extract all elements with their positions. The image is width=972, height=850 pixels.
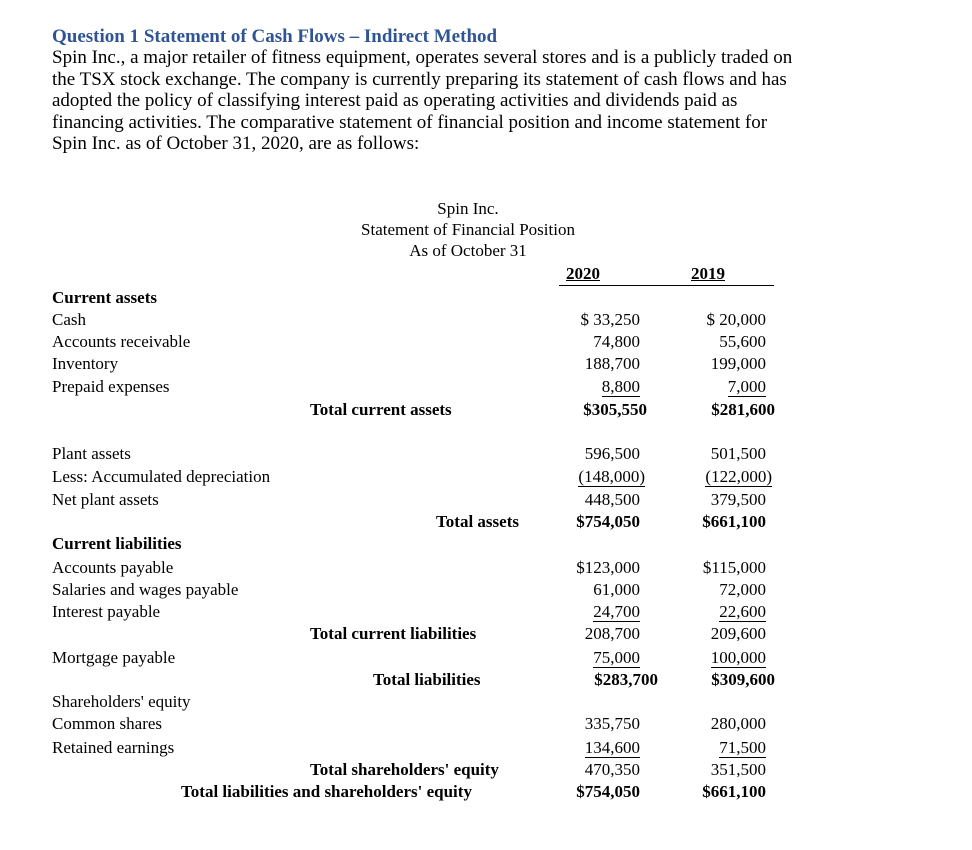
question-intro <box>52 47 932 155</box>
total-label: Total current liabilities <box>310 624 477 643</box>
total-label: Total liabilities and shareholders' equity <box>181 782 472 801</box>
value-2019 <box>672 467 772 487</box>
intro-line: Spin Inc. as of October 31, 2020, are as follows: <box>52 133 420 154</box>
value-text: 7,000 <box>727 377 766 396</box>
value-2019: $115,000 <box>702 558 766 577</box>
company-name: Spin Inc. <box>437 199 499 218</box>
total-2019: $661,100 <box>702 512 766 531</box>
value-2019: 379,500 <box>710 490 766 509</box>
row-label: Common shares <box>52 714 163 733</box>
value-text: (122,000) <box>705 467 772 486</box>
question-heading: Question 1 Statement of Cash Flows – Indirect Method <box>52 26 498 47</box>
value-text: 134,600 <box>584 738 640 757</box>
statement-date: As of October 31 <box>409 241 527 260</box>
section-header-shareholders-equity: Shareholders' equity <box>52 692 191 711</box>
value-2020: 596,500 <box>584 444 640 463</box>
total-2020: $305,550 <box>583 400 647 419</box>
total-2020: $754,050 <box>576 782 640 801</box>
row-label: Prepaid expenses <box>52 377 170 396</box>
value-2020 <box>540 738 640 758</box>
row-label: Inventory <box>52 354 119 373</box>
value-2019: 72,000 <box>719 580 766 599</box>
row-label: Net plant assets <box>52 490 159 509</box>
value-2020: 61,000 <box>593 580 640 599</box>
intro-line: the TSX stock exchange. The company is currently preparing its statement of cash flows and has <box>52 68 787 90</box>
column-header-2019: 2019 <box>691 264 725 283</box>
value-2019: $ 20,000 <box>706 310 766 329</box>
intro-line: adopted the policy of classifying interest paid as operating activities and dividends paid as <box>52 90 738 111</box>
value-text: 71,500 <box>719 738 766 757</box>
value-2020: 448,500 <box>584 490 640 509</box>
value-text: 22,600 <box>719 602 766 621</box>
intro-line: financing activities. The comparative statement of financial position and income statement for <box>52 111 768 133</box>
row-label: Accounts receivable <box>52 332 191 351</box>
row-label: Retained earnings <box>52 738 175 757</box>
row-label: Plant assets <box>52 444 131 463</box>
value-text: 100,000 <box>710 648 766 667</box>
value-2020 <box>540 648 640 668</box>
row-label: Less: Accumulated depreciation <box>52 467 271 486</box>
value-2020: 74,800 <box>593 332 640 351</box>
value-2019: 199,000 <box>710 354 766 373</box>
section-header-current-assets: Current assets <box>52 288 157 307</box>
total-label: Total current assets <box>310 400 452 419</box>
value-2019 <box>666 738 766 758</box>
header-rule <box>559 285 774 286</box>
value-2020 <box>540 377 640 397</box>
value-2019 <box>666 377 766 397</box>
value-2020: 188,700 <box>584 354 640 373</box>
value-2020 <box>545 467 645 487</box>
statement-title: Statement of Financial Position <box>361 220 575 239</box>
value-text: 75,000 <box>593 648 640 667</box>
total-label: Total liabilities <box>373 670 481 689</box>
total-2020: 470,350 <box>584 760 640 779</box>
total-2019: $309,600 <box>711 670 775 689</box>
row-label: Mortgage payable <box>52 648 176 667</box>
value-2019 <box>666 602 766 622</box>
value-2019: 280,000 <box>710 714 766 733</box>
value-2020: $123,000 <box>576 558 640 577</box>
value-text: (148,000) <box>578 467 645 486</box>
total-label: Total shareholders' equity <box>310 760 499 779</box>
value-2020 <box>540 602 640 622</box>
value-text: 8,800 <box>601 377 640 396</box>
section-header-current-liabilities: Current liabilities <box>52 534 182 553</box>
value-2019: 55,600 <box>719 332 766 351</box>
row-label: Accounts payable <box>52 558 174 577</box>
value-2019 <box>666 648 766 668</box>
total-2019: $661,100 <box>702 782 766 801</box>
total-2019: $281,600 <box>711 400 775 419</box>
total-label: Total assets <box>436 512 519 531</box>
value-2020: 335,750 <box>584 714 640 733</box>
row-label: Salaries and wages payable <box>52 580 239 599</box>
total-2019: 209,600 <box>710 624 766 643</box>
value-text: 24,700 <box>593 602 640 621</box>
row-label: Interest payable <box>52 602 161 621</box>
total-2020: 208,700 <box>584 624 640 643</box>
row-label: Cash <box>52 310 86 329</box>
value-2019: 501,500 <box>710 444 766 463</box>
value-2020: $ 33,250 <box>580 310 640 329</box>
column-header-2020: 2020 <box>566 264 600 283</box>
total-2019: 351,500 <box>710 760 766 779</box>
intro-line: Spin Inc., a major retailer of fitness equipment, operates several stores and is a publicly traded on <box>52 47 793 68</box>
total-2020: $283,700 <box>594 670 658 689</box>
total-2020: $754,050 <box>576 512 640 531</box>
